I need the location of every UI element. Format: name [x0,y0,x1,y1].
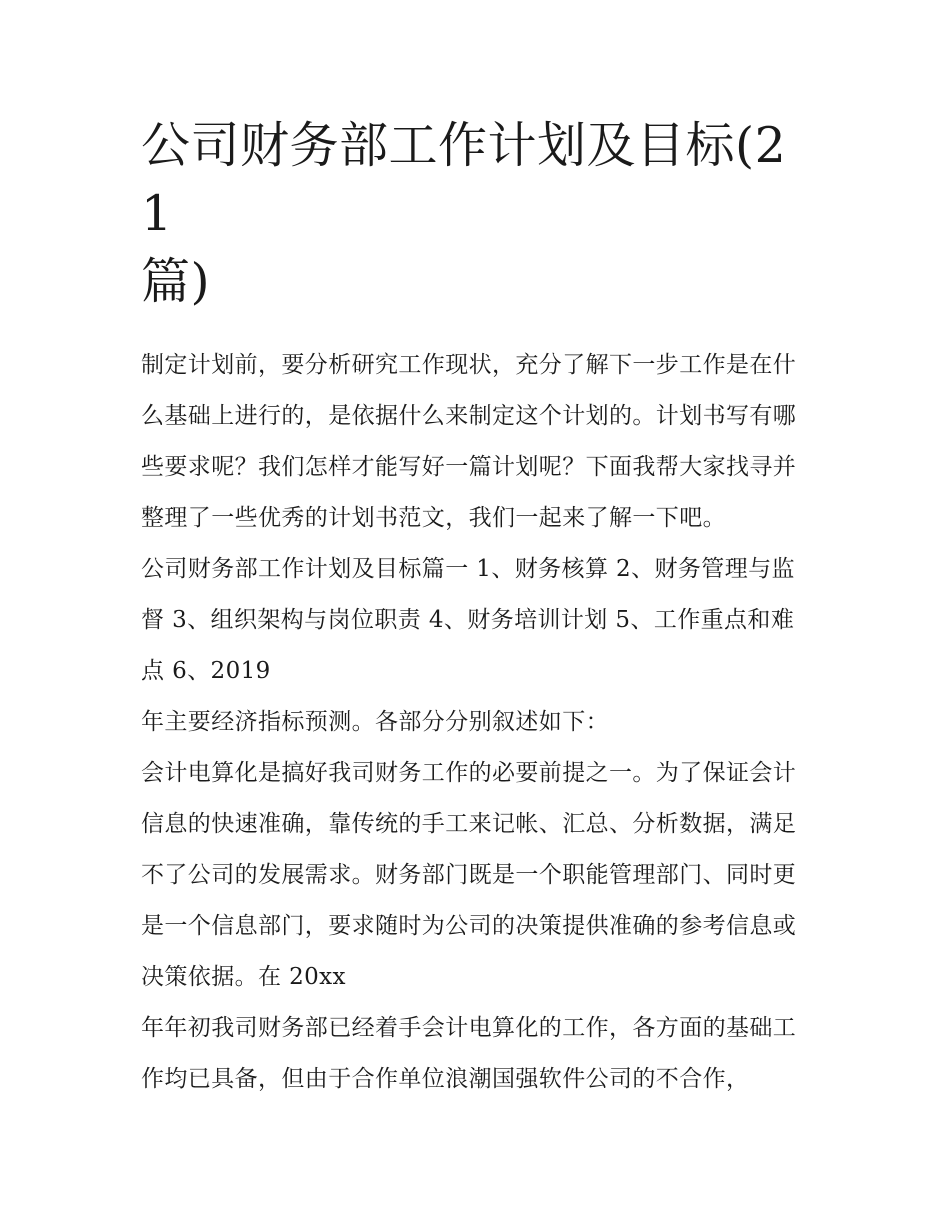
paragraph-accounting-progress: 年年初我司财务部已经着手会计电算化的工作，各方面的基础工作均已具备，但由于合作单位浪潮国强软件公司的不合作， [141,1015,797,1092]
paragraph-outline: 公司财务部工作计划及目标篇一 1、财务核算 2、财务管理与监督 3、组织架构与岗位职责 4、财务培训计划 5、工作重点和难点 6、2019 [141,556,795,684]
paragraph-intro: 制定计划前，要分析研究工作现状，充分了解下一步工作是在什么基础上进行的，是依据什么来制定这个计划的。计划书写有哪些要求呢？我们怎样才能写好一篇计划呢？下面我帮大家找寻并整理了一些优秀的计划书范文，我们一起来了解一下吧。 [141,352,797,531]
title-line-tail: 篇) [141,253,211,310]
document-title [141,112,813,316]
title-line-main: 公司财务部工作计划及目标(21 [141,117,787,242]
paragraph-outline-continued: 年主要经济指标预测。各部分分别叙述如下： [141,709,609,735]
paragraph-accounting-computerization: 会计电算化是搞好我司财务工作的必要前提之一。为了保证会计信息的快速准确，靠传统的手工来记帐、汇总、分析数据，满足不了公司的发展需求。财务部门既是一个职能管理部门、同时更是一个信息部门，要求随时为公司的决策提供准确的参考信息或决策依据。在 20xx [141,760,797,990]
document-title-block [141,112,813,316]
document-body [141,112,813,1105]
